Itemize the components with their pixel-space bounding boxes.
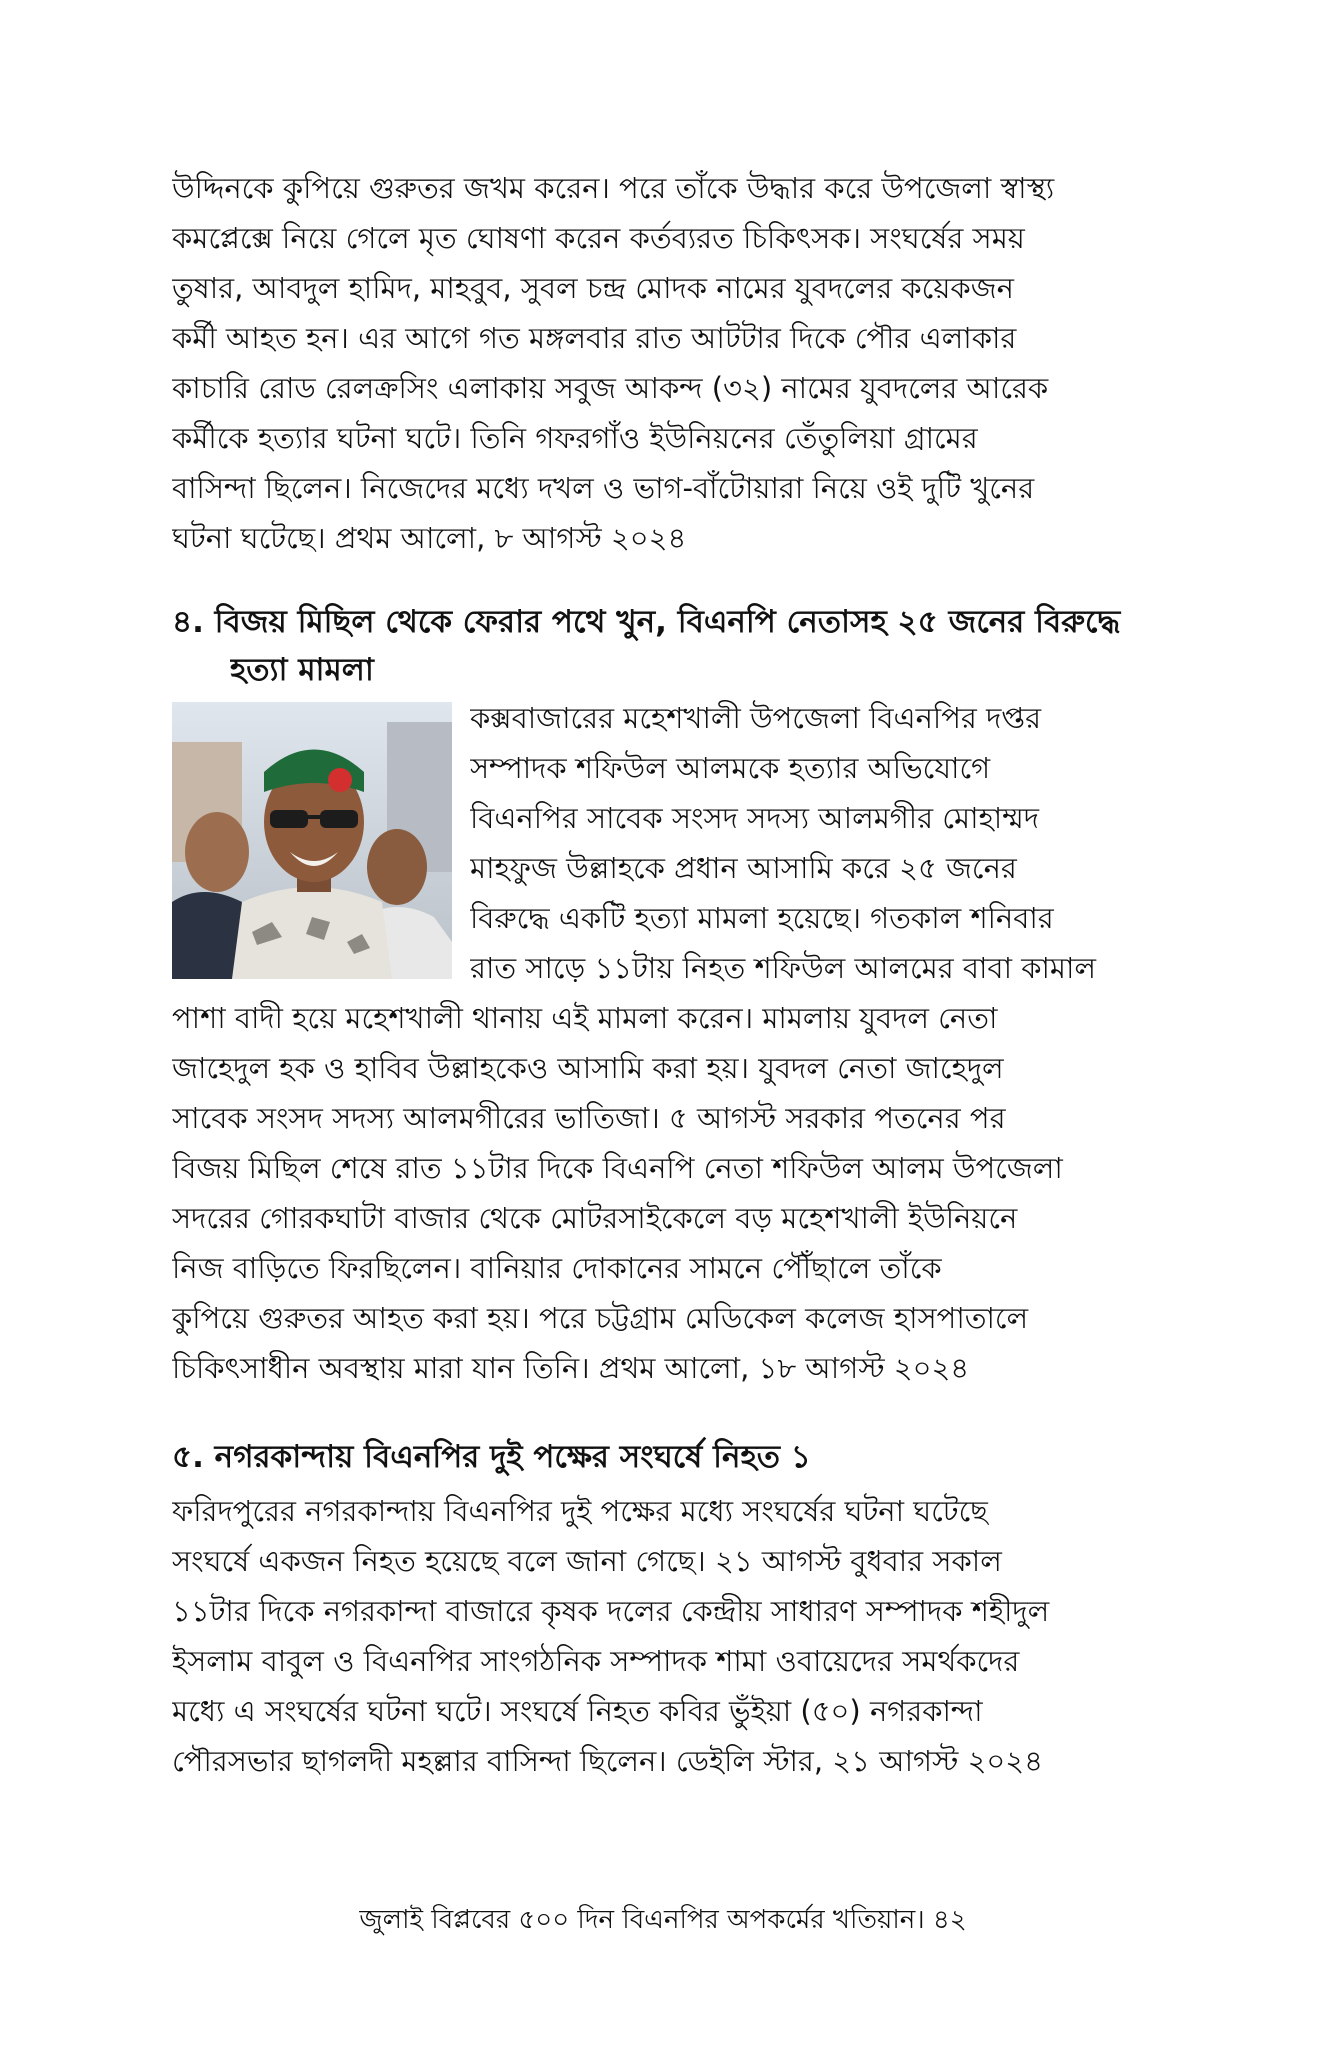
text-line: নিজ বাড়িতে ফিরছিলেন। বানিয়ার দোকানের সামনে পৌঁছালে তাঁকে [172,1251,942,1285]
text-line: বিএনপির সাবেক সংসদ সদস্য আলমগীর মোহাম্মদ [470,801,1039,835]
text-line: কাচারি রোড রেলক্রসিং এলাকায় সবুজ আকন্দ (৩২) নামের যুবদলের আরেক [172,371,1049,405]
text-line: উদ্দিনকে কুপিয়ে গুরুতর জখম করেন। পরে তাঁকে উদ্ধার করে উপজেলা স্বাস্থ্য [172,171,1055,205]
section-heading: ৫. নগরকান্দায় বিএনপির দুই পক্ষের সংঘর্ষে নিহত ১ [172,1439,811,1475]
text-line: মধ্যে এ সংঘর্ষের ঘটনা ঘটে। সংঘর্ষে নিহত কবির ভুঁইয়া (৫০) নগরকান্দা [172,1694,983,1728]
text-line: সদরের গোরকঘাটা বাজার থেকে মোটরসাইকেলে বড় মহেশখালী ইউনিয়নে [172,1201,1018,1235]
text-line: ঘটনা ঘটেছে। প্রথম আলো, ৮ আগস্ট ২০২৪ [172,521,687,555]
section-heading: হত্যা মামলা [230,652,374,688]
text-line: পাশা বাদী হয়ে মহেশখালী থানায় এই মামলা করেন। মামলায় যুবদল নেতা [172,1001,998,1035]
news-photo [172,702,452,979]
text-line: ফরিদপুরের নগরকান্দায় বিএনপির দুই পক্ষের মধ্যে সংঘর্ষের ঘটনা ঘটেছে [172,1494,988,1528]
text-line: ইসলাম বাবুল ও বিএনপির সাংগঠনিক সম্পাদক শামা ওবায়েদের সমর্থকদের [172,1644,1020,1678]
text-line: বিরুদ্ধে একটি হত্যা মামলা হয়েছে। গতকাল শনিবার [470,901,1054,935]
text-line: বাসিন্দা ছিলেন। নিজেদের মধ্যে দখল ও ভাগ-বাঁটোয়ারা নিয়ে ওই দুটি খুনের [172,471,1035,505]
section-heading: ৪. বিজয় মিছিল থেকে ফেরার পথে খুন, বিএনপি নেতাসহ ২৫ জনের বিরুদ্ধে [172,604,1121,640]
text-line: তুষার, আবদুল হামিদ, মাহবুব, সুবল চন্দ্র মোদক নামের যুবদলের কয়েকজন [172,271,1014,305]
text-line: সম্পাদক শফিউল আলমকে হত্যার অভিযোগে [470,751,991,785]
page-footer: জুলাই বিপ্লবের ৫০০ দিন বিএনপির অপকর্মের খতিয়ান। ৪২ [359,1905,967,1935]
text-line: বিজয় মিছিল শেষে রাত ১১টার দিকে বিএনপি নেতা শফিউল আলম উপজেলা [172,1151,1063,1185]
text-line: কমপ্লেক্সে নিয়ে গেলে মৃত ঘোষণা করেন কর্তব্যরত চিকিৎসক। সংঘর্ষের সময় [172,221,1025,255]
text-line: মাহফুজ উল্লাহকে প্রধান আসামি করে ২৫ জনের [470,851,1017,885]
text-line: পৌরসভার ছাগলদী মহল্লার বাসিন্দা ছিলেন। ডেইলি স্টার, ২১ আগস্ট ২০২৪ [172,1744,1043,1778]
text-line: ১১টার দিকে নগরকান্দা বাজারে কৃষক দলের কেন্দ্রীয় সাধারণ সম্পাদক শহীদুল [172,1594,1050,1628]
text-line: সংঘর্ষে একজন নিহত হয়েছে বলে জানা গেছে। ২১ আগস্ট বুধবার সকাল [172,1544,1002,1578]
text-line: কুপিয়ে গুরুতর আহত করা হয়। পরে চট্টগ্রাম মেডিকেল কলেজ হাসপাতালে [172,1301,1029,1335]
text-line: জাহেদুল হক ও হাবিব উল্লাহকেও আসামি করা হয়। যুবদল নেতা জাহেদুল [172,1051,1004,1085]
text-line: রাত সাড়ে ১১টায় নিহত শফিউল আলমের বাবা কামাল [470,951,1097,985]
photo-illustration [172,702,452,979]
text-line: কর্মীকে হত্যার ঘটনা ঘটে। তিনি গফরগাঁও ইউনিয়নের তেঁতুলিয়া গ্রামের [172,421,978,455]
text-line: কর্মী আহত হন। এর আগে গত মঙ্গলবার রাত আটটার দিকে পৌর এলাকার [172,321,1017,355]
text-line: সাবেক সংসদ সদস্য আলমগীরের ভাতিজা। ৫ আগস্ট সরকার পতনের পর [172,1101,1006,1135]
text-line: কক্সবাজারের মহেশখালী উপজেলা বিএনপির দপ্তর [470,701,1042,735]
text-line: চিকিৎসাধীন অবস্থায় মারা যান তিনি। প্রথম আলো, ১৮ আগস্ট ২০২৪ [172,1351,970,1385]
